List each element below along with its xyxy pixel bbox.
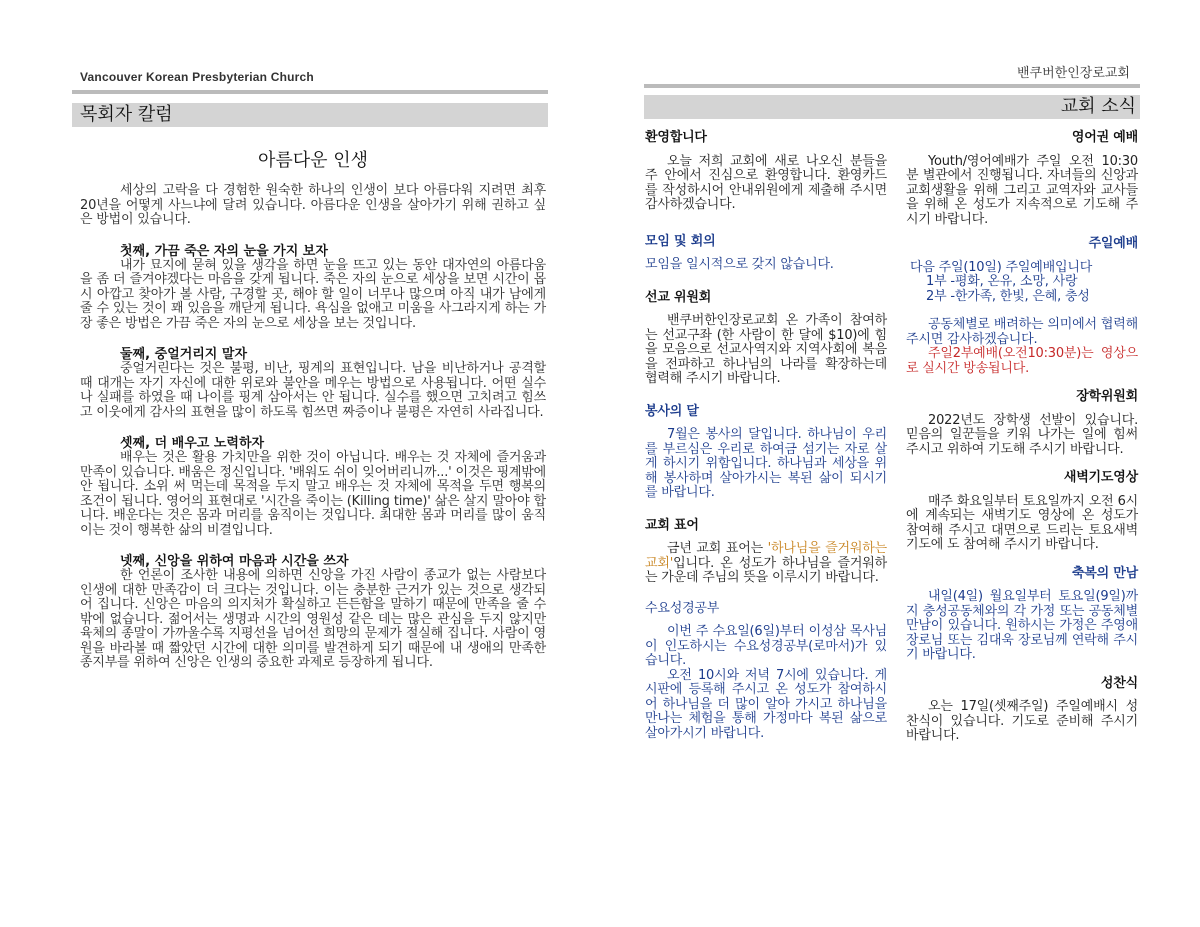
header-rule bbox=[72, 90, 548, 94]
news-body: 2부 -한가족, 한빛, 은혜, 충성 bbox=[926, 288, 1090, 304]
news-body: 모임을 일시적으로 갖지 않습니다. bbox=[645, 257, 834, 272]
point-heading: 셋째, 더 배우고 노력하자 bbox=[120, 436, 265, 451]
essay-title: 아름다운 인생 bbox=[257, 150, 369, 171]
point-heading: 넷째, 신앙을 위하여 마음과 시간을 쓰자 bbox=[120, 554, 349, 569]
news-heading: 수요성경공부 bbox=[645, 600, 720, 616]
news-body: 1부 -평화, 온유, 소망, 사랑 bbox=[926, 274, 1078, 289]
news-body: 2022년도 장학생 선발이 있습니다. 믿음의 일꾼들을 키워 나가는 일에 힘써 주시고 위하여 기도해 주시기 바랍니다. bbox=[906, 412, 1138, 457]
point-body: 배우는 것은 활용 가치만을 위한 것이 아닙니다. 배우는 것 자체에 즐거움과 만족이 있습니다. 배움은 정신입니다. '배워도 쉬이 잊어버리니까...' 이것은 핑계밖에 안 됩니다. 소위 써 먹는데 목적을 두지 말고 배우는 것 자체에 목적을 두면 행복의 조건이 됩니다. 영어의 표현대로 '시간을 죽이는 (Killing time)' 삶은 살지 말아야 합니다. 배운다는 것은 몸과 머리를 움직이는 것입니다. 최대한 몸과 머리를 많이 움직이는 것이 행복한 삶의 비결입니다. bbox=[80, 450, 546, 538]
news-body: 오는 17일(셋째주일) 주일예배시 성찬식이 있습니다. 기도로 준비해 주시기 바랍니다. bbox=[906, 699, 1138, 743]
essay-body bbox=[80, 184, 546, 671]
news-body: 7월은 봉사의 달입니다. 하나님이 우리를 부르심은 우리로 하여금 섬기는 자로 살게 하시기 위함입니다. 하나님과 세상을 위해 봉사하며 살아가시는 복된 삶이 되시기를 바랍니다. bbox=[645, 427, 887, 500]
news-body: 금년 교회 표어는 '하나님을 즐거워하는 교회'입니다. 온 성도가 하나님을 즐거워하는 가운데 주님의 뜻을 이루시기 바랍니다. bbox=[645, 541, 887, 585]
news-body: 공동체별로 배려하는 의미에서 협력해 주시면 감사하겠습니다. bbox=[906, 317, 1138, 347]
news-column-right bbox=[906, 131, 1138, 744]
news-body: 오전 10시와 저녁 7시에 있습니다. 게시판에 등록해 주시고 온 성도가 참여하시어 하나님을 더 많이 알아 가시고 하나님을 만나는 체험을 통해 가정마다 복된 삶으로 살아가시기 바랍니다. bbox=[645, 667, 887, 741]
point-body: 내가 묘지에 묻혀 있을 생각을 하면 눈을 뜨고 있는 동안 대자연의 아름다움을 좀 더 즐겨야겠다는 마음을 갖게 됩니다. 죽은 자의 눈으로 세상을 보면 시간이 몹시 아깝고 찾아가 볼 사람, 구경할 곳, 해야 할 일이 너무나 많으며 아직 내가 남에게 줄 수 있는 것이 꽤 있음을 깨닫게 됩니다. 욕심을 없애고 미움을 사그라지게 하는 가장 좋은 방법은 가끔 죽은 자의 눈으로 세상을 보는 것입니다. bbox=[80, 257, 546, 331]
news-heading: 성찬식 bbox=[1100, 675, 1138, 691]
news-column-left bbox=[645, 131, 887, 741]
news-body: 매주 화요일부터 토요일까지 오전 6시에 계속되는 새벽기도 영상에 온 성도가 참여해 주시고 대면으로 드리는 토요새벽기도에 도 참여해 주시기 바랍니다. bbox=[906, 493, 1138, 552]
news-heading: 장학위원회 bbox=[1076, 389, 1138, 404]
point-heading: 첫째, 가끔 죽은 자의 눈을 가지 보자 bbox=[120, 243, 328, 259]
news-heading: 모임 및 회의 bbox=[645, 233, 716, 249]
church-name-korean: 밴쿠버한인장로교회 bbox=[1016, 66, 1130, 81]
news-heading: 환영합니다 bbox=[645, 130, 707, 145]
point-heading: 둘째, 중얼거리지 말자 bbox=[120, 347, 248, 362]
livestream-notice: 주일2부예배(오전10:30분)는 영상으로 실시간 방송됩니다. bbox=[906, 346, 1138, 376]
church-motto-highlight: '하나님을 즐거워하는 교회' bbox=[645, 541, 887, 571]
church-name-english: Vancouver Korean Presbyterian Church bbox=[80, 70, 314, 84]
point-body: 중얼거린다는 것은 불평, 비난, 핑계의 표현입니다. 남을 비난하거나 공격할 때 대개는 자기 자신에 대한 위로와 불안을 메우는 방법으로 사용됩니다. 어떤 실수나 실패를 하였을 때 나이를 핑계 삼아서는 안 됩니다. 실수를 했으면 고치려고 힘쓰고 이웃에게 감사의 표현을 많이 하도록 힘쓰면 짜증이나 불평은 자연히 사라집니다. bbox=[80, 361, 546, 420]
essay-intro: 세상의 고락을 다 경험한 원숙한 하나의 인생이 보다 아름다워 지려면 최후 20년을 어떻게 사느냐에 달려 있습니다. 아름다운 인생을 살아가기 위해 권하고 싶은 방법이 있습니다. bbox=[80, 183, 546, 227]
news-body: 이번 주 수요일(6일)부터 이성삼 목사님이 인도하시는 수요성경공부(로마서)가 있습니다. bbox=[645, 624, 887, 668]
news-heading: 선교 위원회 bbox=[645, 289, 712, 305]
header-rule bbox=[644, 84, 1140, 88]
news-heading: 새벽기도영상 bbox=[1063, 470, 1138, 485]
news-heading: 교회 표어 bbox=[645, 517, 699, 533]
news-body: 오늘 저희 교회에 새로 나오신 분들을 주 안에서 진심으로 환영합니다. 환영카드를 작성하시어 안내위원에게 제출해 주시면 감사하겠습니다. bbox=[645, 153, 887, 212]
news-heading: 봉사의 달 bbox=[645, 403, 699, 419]
news-heading: 축복의 만남 bbox=[1071, 565, 1138, 581]
news-body: 밴쿠버한인장로교회 온 가족이 참여하는 선교구좌 (한 사람이 한 달에 $10)에 힘을 모음으로 선교사역지와 지역사회에 복음을 전파하고 하나님의 나라를 확장하는데 협력해 주시기 바랍니다. bbox=[645, 313, 887, 386]
news-body: Youth/영어예배가 주일 오전 10:30분 별관에서 진행됩니다. 자녀들의 신앙과 교회생활을 위해 그리고 교역자와 교사들을 위해 온 성도가 지속적으로 기도해 주시기 바랍니다. bbox=[906, 153, 1138, 227]
news-body: 다음 주일(10일) 주일예배입니다 bbox=[910, 259, 1093, 275]
news-body: 내일(4일) 월요일부터 토요일(9일)까지 충성공동체와의 각 가정 또는 공동체별 만남이 있습니다. 원하시는 가정은 주영애 장로님 또는 김대욱 장로님께 연락해 주시기 바랍니다. bbox=[906, 589, 1138, 662]
section-title-news: 교회 소식 bbox=[644, 95, 1140, 119]
news-heading: 영어권 예배 bbox=[1071, 130, 1138, 145]
section-title-column: 목회자 칼럼 bbox=[72, 103, 548, 127]
point-body: 한 언론이 조사한 내용에 의하면 신앙을 가진 사람이 종교가 없는 사람보다 인생에 대한 만족감이 더 크다는 것입니다. 이는 충분한 근거가 있는 것으로 생각되어 집니다. 신앙은 마음의 의지처가 확실하고 든든함을 말하기 때문에 만족을 줄 수밖에 없습니다. 젊어서는 생명과 시간의 영원성 같은 데는 많은 관심을 두지 않지만 육체의 종말이 가까울수록 지평선을 넘어선 희망의 문제가 절실해 집니다. 사람이 영원을 바라볼 때 짧았던 시간에 대한 의미를 발견하게 되기 때문에 내 생애의 만족한 종지부를 위하여 신앙은 인생의 중요한 과제로 등장하게 됩니다. bbox=[80, 568, 546, 670]
news-heading: 주일예배 bbox=[1088, 236, 1138, 251]
